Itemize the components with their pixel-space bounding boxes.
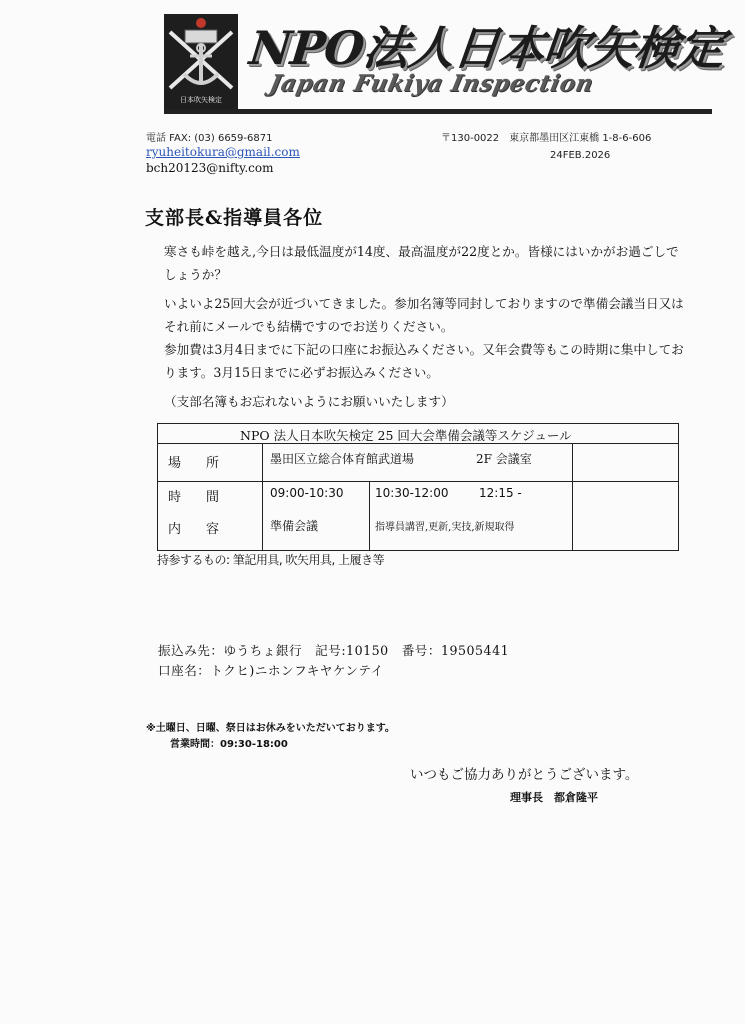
table-divider bbox=[158, 481, 678, 482]
organization-subtitle: Japan Fukiya Inspection bbox=[267, 70, 597, 97]
place-value: 墨田区立総合体育館武道場 bbox=[270, 452, 415, 466]
closing-thanks: いつもご協力ありがとうございます。 bbox=[410, 767, 639, 783]
phone-fax: 電話 FAX: (03) 6659-6871 bbox=[146, 133, 273, 144]
table-divider bbox=[262, 443, 263, 550]
header-divider bbox=[164, 109, 712, 114]
organization-logo bbox=[164, 14, 238, 109]
paragraph-weather: 寒さも峠を越え,今日は最低温度が14度、最高温度が22度とか。皆様にはいかがお過ごしでしょうか？ bbox=[164, 244, 679, 282]
items-to-bring: 持参するもの: 筆記用具, 吹矢用具, 上履き等 bbox=[157, 553, 385, 567]
business-hours: 営業時間：09:30-18:00 bbox=[170, 739, 288, 750]
time-slot-1: 09:00-10:30 bbox=[270, 486, 344, 500]
signer-name: 理事長 都倉隆平 bbox=[510, 791, 598, 804]
anchor-emblem-icon bbox=[164, 14, 238, 94]
salutation-heading: 支部長&指導員各位 bbox=[145, 207, 324, 229]
paragraph-fees: 参加費は3月4日までに下記の口座にお振込みください。又年会費等もこの時期に集中しております。3月15日までに必ずお振込みください。 bbox=[164, 342, 684, 380]
paragraph-tournament: いよいよ25回大会が近づいてきました。参加名簿等同封しておりますので準備会議当日又はそれ前にメールでも結構ですのでお送りください。 bbox=[164, 296, 684, 334]
letter-body bbox=[164, 240, 684, 413]
time-label: 時 間 bbox=[168, 490, 226, 505]
content-slot-1: 準備会議 bbox=[270, 519, 319, 533]
table-divider bbox=[158, 443, 678, 444]
table-divider bbox=[572, 443, 573, 550]
schedule-table bbox=[157, 423, 679, 551]
room-value: 2F 会議室 bbox=[476, 452, 532, 466]
email-secondary: bch20123@nifty.com bbox=[146, 161, 274, 175]
address: 〒130-0022 東京都墨田区江東橋 1-8-6-606 bbox=[441, 133, 652, 144]
paragraph-roster-reminder: （支部名簿もお忘れないようにお願いいたします） bbox=[164, 394, 454, 409]
time-slot-2: 10:30-12:00 bbox=[375, 486, 449, 500]
place-label: 場 所 bbox=[168, 456, 226, 471]
table-divider bbox=[369, 481, 370, 550]
schedule-title: NPO 法人日本吹矢検定 25 回大会準備会議等スケジュール bbox=[240, 428, 572, 443]
organization-title: NPO法人日本吹矢検定 bbox=[246, 21, 727, 75]
time-slot-3: 12:15 - bbox=[479, 486, 522, 500]
email-link-primary[interactable]: ryuheitokura@gmail.com bbox=[146, 145, 300, 159]
logo-caption: 日本吹矢検定 bbox=[180, 96, 222, 104]
letter-date: 24FEB.2026 bbox=[550, 150, 611, 161]
bank-account-name: 口座名：トクヒ)ニホンフキヤケンテイ bbox=[158, 663, 384, 678]
content-label: 内 容 bbox=[168, 522, 226, 537]
content-slot-2: 指導員講習,更新,実技,新規取得 bbox=[375, 522, 515, 533]
closed-days-notice: ※土曜日、日曜、祭日はお休みをいただいております。 bbox=[146, 723, 395, 734]
bank-transfer-info: 振込み先：ゆうちょ銀行 記号:10150 番号：19505441 bbox=[158, 643, 510, 658]
